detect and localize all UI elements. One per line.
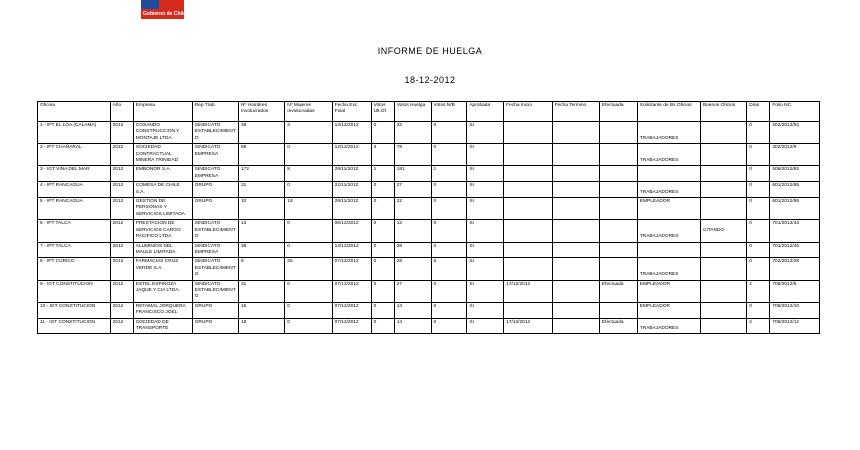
cell-rep-trab: GRUPO: [192, 198, 238, 220]
cell-fecha-inicio: [504, 182, 552, 198]
cell-buenos-oficios: [700, 166, 746, 182]
cell-aprobada: SI: [467, 182, 504, 198]
cell-votos-huelga: 22: [394, 198, 431, 220]
cell-votos-huelga: 78: [394, 144, 431, 166]
cell-fecha-termino: [552, 166, 599, 182]
cell-empresa: PRESTACION DE SERVICIOS CARGO PACIFICO LTDA.: [133, 220, 192, 242]
cell-votos-huelga: 28: [394, 258, 431, 280]
cell-fecha-exc: 14/12/2012: [332, 242, 371, 258]
cell-votos-huelga: 32: [394, 122, 431, 144]
column-header: Votos Ult.Of.: [371, 102, 394, 122]
cell-oficina: 2 - IPT CHAÑARAL: [38, 144, 111, 166]
cell-votos-huelga: 13: [394, 302, 431, 318]
cell-empresa: SOCIEDAD DE TRANSPORTE: [133, 318, 192, 334]
cell-votos-ult: 0: [371, 242, 394, 258]
cell-fecha-inicio: 17/12/2012: [504, 280, 552, 302]
cell-rep-trab: SINDICATO ESTABLECIMIENTO: [192, 258, 238, 280]
cell-mujeres: 3: [285, 122, 332, 144]
cell-fecha-inicio: [504, 220, 552, 242]
cell-anio: 2012: [110, 302, 133, 318]
cell-buenos-oficios: [700, 122, 746, 144]
cell-efectuada: [599, 302, 637, 318]
column-header: Votos Huelga: [394, 102, 431, 122]
cell-fecha-inicio: [504, 258, 552, 280]
cell-solicitante: TRABAJADORES: [637, 318, 700, 334]
cell-dias: 0: [747, 166, 770, 182]
cell-votos-ult: 0: [371, 280, 394, 302]
cell-fecha-exc: 29/11/2012: [332, 198, 371, 220]
cell-rep-trab: SINDICATO EMPRESA: [192, 166, 238, 182]
table-row: [38, 182, 820, 198]
cell-rep-trab: GRUPO: [192, 302, 238, 318]
cell-mujeres: 25: [285, 258, 332, 280]
cell-efectuada: [599, 242, 637, 258]
cell-dias: 0: [747, 302, 770, 318]
cell-mujeres: 0: [285, 302, 332, 318]
cell-hombres: 13: [238, 220, 284, 242]
cell-oficina: 7 - IPT TALCA: [38, 242, 111, 258]
report-title: INFORME DE HUELGA: [377, 46, 483, 56]
cell-hombres: 15: [238, 302, 284, 318]
cell-folio: 702/2012/28: [770, 258, 820, 280]
cell-mujeres: 0: [285, 182, 332, 198]
cell-fecha-termino: [552, 242, 599, 258]
cell-empresa: COSANDO CONSTRUCCION Y MONTAJE LTDA.: [133, 122, 192, 144]
cell-anio: 2012: [110, 220, 133, 242]
cell-dias: 0: [747, 122, 770, 144]
table-row: [38, 318, 820, 334]
cell-votos-nb: 0: [431, 242, 467, 258]
cell-buenos-oficios: [700, 198, 746, 220]
column-header: Fecha Exc. Final: [332, 102, 371, 122]
cell-fecha-exc: 13/12/2012: [332, 122, 371, 144]
cell-oficina: 6 - IPT TALCA: [38, 220, 111, 242]
cell-fecha-exc: 07/12/2012: [332, 258, 371, 280]
table-row: [38, 122, 820, 144]
cell-votos-ult: 0: [371, 258, 394, 280]
cell-dias: 0: [747, 242, 770, 258]
table-body: [38, 122, 820, 334]
cell-votos-ult: 3: [371, 144, 394, 166]
cell-efectuada: [599, 198, 637, 220]
cell-fecha-termino: [552, 258, 599, 280]
logo-blue-block: [141, 0, 159, 9]
cell-votos-nb: 0: [431, 302, 467, 318]
cell-rep-trab: SINDICATO EMPRESA: [192, 144, 238, 166]
table-row: [38, 258, 820, 280]
cell-dias: 0: [747, 220, 770, 242]
cell-empresa: COMESA DE CHILE S.A.: [133, 182, 192, 198]
cell-buenos-oficios: [700, 182, 746, 198]
cell-votos-ult: 0: [371, 220, 394, 242]
cell-buenos-oficios: [700, 280, 746, 302]
cell-folio: 705/2012/10: [770, 302, 820, 318]
cell-fecha-inicio: [504, 122, 552, 144]
cell-efectuada: Efectuada: [599, 318, 637, 334]
strike-report-table: [37, 101, 820, 334]
cell-fecha-inicio: [504, 166, 552, 182]
report-date: 18-12-2012: [404, 75, 456, 85]
cell-aprobada: SI: [467, 302, 504, 318]
cell-oficina: 11 - IGT CONSTITUCION: [38, 318, 111, 334]
cell-votos-ult: 1: [371, 166, 394, 182]
cell-solicitante: TRABAJADORES: [637, 258, 700, 280]
cell-solicitante: EMPLEADOR: [637, 302, 700, 318]
logo-text: Gobierno de Chile: [143, 11, 187, 17]
cell-fecha-exc: 22/11/2012: [332, 182, 371, 198]
table-row: [38, 220, 820, 242]
cell-empresa: SOCIEDAD CONTRACTUAL MINERA TRINIDAD: [133, 144, 192, 166]
cell-mujeres: 0: [285, 242, 332, 258]
cell-aprobada: SI: [467, 144, 504, 166]
cell-efectuada: [599, 258, 637, 280]
cell-efectuada: [599, 122, 637, 144]
cell-votos-huelga: 38: [394, 242, 431, 258]
cell-votos-ult: 0: [371, 302, 394, 318]
cell-oficina: 8 - IPT CURICO: [38, 258, 111, 280]
cell-oficina: 3 - IGT VIÑA DEL MAR: [38, 166, 111, 182]
cell-mujeres: 0: [285, 318, 332, 334]
cell-votos-huelga: 27: [394, 182, 431, 198]
cell-empresa: GESTION DE PERSONAS Y SERVICIOS LIMITADA.: [133, 198, 192, 220]
cell-solicitante: EMPLEADOR: [637, 280, 700, 302]
table-row: [38, 242, 820, 258]
cell-solicitante: [637, 242, 700, 258]
cell-fecha-termino: [552, 144, 599, 166]
cell-mujeres: 0: [285, 280, 332, 302]
cell-rep-trab: GRUPO: [192, 182, 238, 198]
cell-mujeres: 0: [285, 220, 332, 242]
cell-fecha-exc: 06/12/2012: [332, 220, 371, 242]
cell-votos-huelga: 12: [394, 220, 431, 242]
cell-mujeres: 18: [285, 198, 332, 220]
cell-anio: 2012: [110, 122, 133, 144]
cell-votos-nb: 0: [431, 220, 467, 242]
cell-votos-ult: 0: [371, 182, 394, 198]
cell-aprobada: SI: [467, 258, 504, 280]
cell-fecha-inicio: 17/12/2012: [504, 318, 552, 334]
column-header: Fecha Inicio: [504, 102, 552, 122]
cell-rep-trab: SINDICATO EMPRESA: [192, 242, 238, 258]
cell-rep-trab: SINDICATO ESTABLECIMIENTO: [192, 220, 238, 242]
cell-votos-huelga: 27: [394, 280, 431, 302]
cell-anio: 2012: [110, 318, 133, 334]
cell-hombres: 18: [238, 318, 284, 334]
gobierno-logo: [141, 0, 187, 17]
table-row: [38, 280, 820, 302]
cell-votos-ult: 0: [371, 318, 394, 334]
cell-fecha-termino: [552, 220, 599, 242]
cell-votos-nb: 0: [431, 198, 467, 220]
cell-rep-trab: SINDICATO ESTABLECIMIENTO: [192, 280, 238, 302]
cell-fecha-inicio: [504, 144, 552, 166]
cell-hombres: 31: [238, 280, 284, 302]
column-header: Votos N/B: [431, 102, 467, 122]
cell-oficina: 9 - IGT CONSTITUCION: [38, 280, 111, 302]
cell-folio: 705/2012/12: [770, 318, 820, 334]
cell-solicitante: EMPLEADOR: [637, 198, 700, 220]
cell-folio: 508/2012/82: [770, 166, 820, 182]
cell-oficina: 4 - IPT RANCAGUA: [38, 182, 111, 198]
cell-votos-nb: 5: [431, 258, 467, 280]
cell-fecha-exc: 29/11/2012: [332, 166, 371, 182]
cell-hombres: 38: [238, 242, 284, 258]
cell-anio: 2012: [110, 198, 133, 220]
cell-fecha-exc: 07/12/2012: [332, 302, 371, 318]
cell-fecha-termino: [552, 318, 599, 334]
column-header: Días: [747, 102, 770, 122]
cell-solicitante: TRABAJADORES: [637, 220, 700, 242]
logo-red-block: [159, 0, 184, 9]
cell-dias: 2: [747, 280, 770, 302]
cell-hombres: 38: [238, 122, 284, 144]
cell-mujeres: 8: [285, 166, 332, 182]
cell-buenos-oficios: [700, 258, 746, 280]
cell-anio: 2012: [110, 280, 133, 302]
cell-solicitante: [637, 166, 700, 182]
cell-efectuada: [599, 182, 637, 198]
cell-votos-nb: 0: [431, 182, 467, 198]
cell-empresa: ALUMINIOS DEL MAULE LIMITADA.: [133, 242, 192, 258]
cell-anio: 2012: [110, 144, 133, 166]
table-row: [38, 198, 820, 220]
cell-dias: 2: [747, 318, 770, 334]
cell-aprobada: SI: [467, 318, 504, 334]
table-row: [38, 302, 820, 318]
cell-fecha-exc: 12/12/2012: [332, 144, 371, 166]
cell-fecha-exc: 07/12/2012: [332, 280, 371, 302]
cell-oficina: 1 - IPT EL LOA (CALAMA): [38, 122, 111, 144]
cell-aprobada: SI: [467, 220, 504, 242]
cell-fecha-termino: [552, 122, 599, 144]
cell-dias: 0: [747, 198, 770, 220]
column-header: Nº Mujeres Involucradas: [285, 102, 332, 122]
cell-fecha-termino: [552, 302, 599, 318]
cell-efectuada: [599, 220, 637, 242]
cell-empresa: RETAMAL JORQUERA FRANCISCO JOEL: [133, 302, 192, 318]
cell-votos-huelga: 181: [394, 166, 431, 182]
cell-votos-nb: 0: [431, 280, 467, 302]
column-header: Buenos Oficios: [700, 102, 746, 122]
cell-votos-huelga: 14: [394, 318, 431, 334]
cell-oficina: 10 - IGT CONSTITUCION: [38, 302, 111, 318]
column-header: Año: [110, 102, 133, 122]
cell-buenos-oficios: [700, 302, 746, 318]
table-row: [38, 166, 820, 182]
cell-aprobada: SI: [467, 166, 504, 182]
column-header: Folio NC: [770, 102, 820, 122]
cell-fecha-inicio: [504, 242, 552, 258]
cell-votos-nb: 0: [431, 318, 467, 334]
cell-fecha-termino: [552, 280, 599, 302]
cell-votos-nb: 1: [431, 166, 467, 182]
table-header-row: [38, 102, 820, 122]
column-header: Aprobada: [467, 102, 504, 122]
column-header: Fecha Termino: [552, 102, 599, 122]
cell-votos-ult: 0: [371, 198, 394, 220]
table-row: [38, 144, 820, 166]
cell-hombres: 68: [238, 144, 284, 166]
cell-hombres: 8: [238, 258, 284, 280]
cell-solicitante: TRABAJADORES: [637, 144, 700, 166]
cell-oficina: 5 - IPT RANCAGUA: [38, 198, 111, 220]
cell-mujeres: 0: [285, 144, 332, 166]
column-header: Efectuada: [599, 102, 637, 122]
cell-votos-nb: 0: [431, 122, 467, 144]
cell-dias: 0: [747, 258, 770, 280]
cell-folio: 705/2012/8: [770, 280, 820, 302]
cell-dias: 0: [747, 182, 770, 198]
cell-dias: 0: [747, 144, 770, 166]
cell-hombres: 10: [238, 198, 284, 220]
cell-votos-ult: 0: [371, 122, 394, 144]
cell-folio: 701/2012/45: [770, 242, 820, 258]
cell-anio: 2012: [110, 258, 133, 280]
cell-aprobada: SI: [467, 242, 504, 258]
cell-hombres: 31: [238, 182, 284, 198]
cell-rep-trab: GRUPO: [192, 318, 238, 334]
cell-buenos-oficios: CITANDO: [700, 220, 746, 242]
cell-anio: 2012: [110, 242, 133, 258]
cell-efectuada: Efectuada: [599, 280, 637, 302]
column-header: Solicitante de Bs.Oficios: [637, 102, 700, 122]
cell-fecha-termino: [552, 198, 599, 220]
cell-aprobada: SI: [467, 280, 504, 302]
cell-empresa: FARMACIAS CRUZ VERDE S.A.: [133, 258, 192, 280]
cell-fecha-exc: 07/12/2012: [332, 318, 371, 334]
cell-fecha-inicio: [504, 198, 552, 220]
cell-solicitante: TRABAJADORES: [637, 122, 700, 144]
cell-folio: 701/2012/43: [770, 220, 820, 242]
cell-folio: 601/2012/85: [770, 182, 820, 198]
cell-solicitante: TRABAJADORES: [637, 182, 700, 198]
cell-folio: 601/2012/88: [770, 198, 820, 220]
cell-empresa: EMBONOR S.A.: [133, 166, 192, 182]
cell-folio: 302/2012/9: [770, 144, 820, 166]
cell-empresa: ESTEL ESPINOZA JAQUE Y CIA LTDA.: [133, 280, 192, 302]
cell-rep-trab: SINDICATO ESTABLECIMIENTO: [192, 122, 238, 144]
cell-fecha-termino: [552, 182, 599, 198]
cell-anio: 2012: [110, 182, 133, 198]
cell-buenos-oficios: [700, 242, 746, 258]
cell-buenos-oficios: [700, 318, 746, 334]
cell-aprobada: SI: [467, 198, 504, 220]
column-header: Nº Hombres Involucrados: [238, 102, 284, 122]
cell-votos-nb: 0: [431, 144, 467, 166]
column-header: Empresa: [133, 102, 192, 122]
cell-efectuada: [599, 166, 637, 182]
cell-fecha-inicio: [504, 302, 552, 318]
column-header: Rep.Trab.: [192, 102, 238, 122]
cell-aprobada: SI: [467, 122, 504, 144]
cell-buenos-oficios: [700, 144, 746, 166]
column-header: Oficina: [38, 102, 111, 122]
cell-folio: 202/2012/52: [770, 122, 820, 144]
cell-anio: 2012: [110, 166, 133, 182]
cell-efectuada: [599, 144, 637, 166]
cell-hombres: 172: [238, 166, 284, 182]
